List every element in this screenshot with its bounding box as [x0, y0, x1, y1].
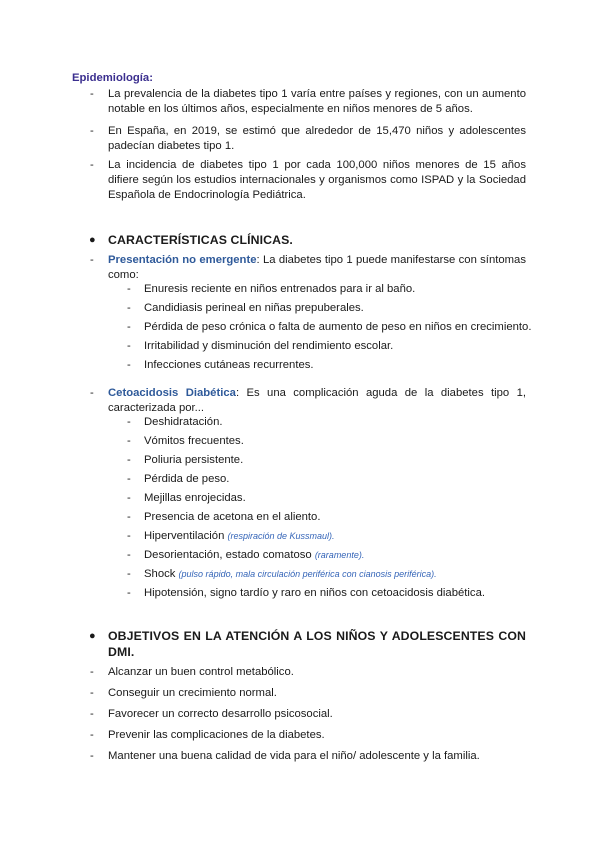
presentacion-item [144, 301, 364, 316]
dash-marker: - [90, 159, 94, 171]
cetoacidosis-item-text: Vómitos frecuentes. [144, 435, 244, 447]
epidemiologia-title: Epidemiología: [72, 72, 153, 84]
dash-marker: - [90, 729, 94, 741]
objetivos-heading: OBJETIVOS EN LA ATENCIÓN A LOS NIÑOS Y ADOLESCENTES CON DMI. [108, 629, 526, 659]
dash-marker: - [127, 549, 131, 561]
cetoacidosis-paragraph [108, 386, 526, 416]
objetivo-item [108, 749, 480, 764]
caracteristicas-heading: CARACTERÍSTICAS CLÍNICAS. [108, 233, 293, 247]
bullet-marker: ● [89, 630, 96, 642]
objetivo-item [108, 728, 325, 743]
objetivo-item-text: Mantener una buena calidad de vida para el niño/ adolescente y la familia. [108, 750, 480, 762]
dash-marker: - [90, 708, 94, 720]
dash-marker: - [90, 666, 94, 678]
presentacion-item-text: Pérdida de peso crónica o falta de aumento de peso en niños en crecimiento. [144, 321, 532, 333]
presentacion-item-text: Candidiasis perineal en niñas prepuberales. [144, 302, 364, 314]
cetoacidosis-item-text: Presencia de acetona en el aliento. [144, 511, 321, 523]
objetivo-item-text: Favorecer un correcto desarrollo psicosocial. [108, 708, 333, 720]
objetivo-item-text: Conseguir un crecimiento normal. [108, 687, 277, 699]
presentacion-paragraph [108, 253, 526, 283]
cetoacidosis-item-note: (raramente). [314, 550, 365, 560]
dash-marker: - [127, 416, 131, 428]
dash-marker: - [127, 321, 131, 333]
presentacion-item-text: Irritabilidad y disminución del rendimiento escolar. [144, 340, 394, 352]
dash-marker: - [127, 492, 131, 504]
cetoacidosis-item-text: Hipotensión, signo tardío y raro en niños con cetoacidosis diabética. [144, 587, 485, 599]
objetivo-item-text: Alcanzar un buen control metabólico. [108, 666, 294, 678]
dash-marker: - [90, 88, 94, 100]
dash-marker: - [90, 254, 94, 266]
cetoacidosis-item [144, 529, 335, 544]
dash-marker: - [127, 530, 131, 542]
dash-marker: - [127, 454, 131, 466]
dash-marker: - [90, 387, 94, 399]
cetoacidosis-item-text: Deshidratación. [144, 416, 223, 428]
dash-marker: - [127, 473, 131, 485]
epidemiologia-item: En España, en 2019, se estimó que alrededor de 15,470 niños y adolescentes padecían diabetes tipo 1. [108, 125, 526, 152]
presentacion-item [144, 282, 415, 297]
dash-marker: - [127, 435, 131, 447]
cetoacidosis-item [144, 567, 437, 582]
presentacion-item [144, 358, 314, 373]
presentacion-text: : La diabetes tipo 1 puede manifestarse con síntomas como: [108, 254, 526, 281]
presentacion-label: Presentación no emergente [108, 254, 257, 266]
presentacion-item [144, 320, 531, 335]
dash-marker: - [127, 587, 131, 599]
cetoacidosis-item [144, 415, 223, 430]
presentacion-item-text: Enuresis reciente en niños entrenados para ir al baño. [144, 283, 416, 295]
cetoacidosis-label: Cetoacidosis Diabética [108, 387, 236, 399]
dash-marker: - [90, 125, 94, 137]
cetoacidosis-text: : Es una complicación aguda de la diabetes tipo 1, caracterizada por... [108, 387, 526, 414]
cetoacidosis-item-text: Mejillas enrojecidas. [144, 492, 246, 504]
objetivo-item [108, 707, 333, 722]
presentacion-item-text: Infecciones cutáneas recurrentes. [144, 359, 314, 371]
cetoacidosis-item [144, 491, 246, 506]
dash-marker: - [127, 340, 131, 352]
cetoacidosis-item [144, 472, 229, 487]
dash-marker: - [127, 359, 131, 371]
cetoacidosis-item-note: (respiración de Kussmaul). [227, 531, 335, 541]
cetoacidosis-item-text: Desorientación, estado comatoso [144, 549, 315, 561]
cetoacidosis-item-text: Shock [144, 568, 179, 580]
cetoacidosis-item-text: Hiperventilación [144, 530, 228, 542]
cetoacidosis-item [144, 510, 320, 525]
bullet-marker: ● [89, 234, 96, 246]
cetoacidosis-item-text: Pérdida de peso. [144, 473, 230, 485]
cetoacidosis-item-note: (pulso rápido, mala circulación periférica con cianosis periférica). [178, 569, 437, 579]
objetivo-item [108, 665, 294, 680]
cetoacidosis-item-text: Poliuria persistente. [144, 454, 244, 466]
cetoacidosis-item [144, 453, 243, 468]
cetoacidosis-item [144, 548, 364, 563]
cetoacidosis-item [144, 434, 244, 449]
dash-marker: - [127, 283, 131, 295]
dash-marker: - [127, 568, 131, 580]
objetivo-item [108, 686, 277, 701]
cetoacidosis-item [144, 586, 485, 601]
dash-marker: - [127, 511, 131, 523]
epidemiologia-item: La incidencia de diabetes tipo 1 por cada 100,000 niños menores de 15 años difiere según los estudios internacionales y organismos como ISPAD y la Sociedad Española de Endocrinología Pediátrica. [108, 159, 526, 201]
presentacion-item [144, 339, 393, 354]
dash-marker: - [90, 687, 94, 699]
objetivo-item-text: Prevenir las complicaciones de la diabetes. [108, 729, 325, 741]
dash-marker: - [127, 302, 131, 314]
epidemiologia-item: La prevalencia de la diabetes tipo 1 varía entre países y regiones, con un aumento notable en los últimos años, especialmente en niños menores de 5 años. [108, 88, 526, 115]
dash-marker: - [90, 750, 94, 762]
